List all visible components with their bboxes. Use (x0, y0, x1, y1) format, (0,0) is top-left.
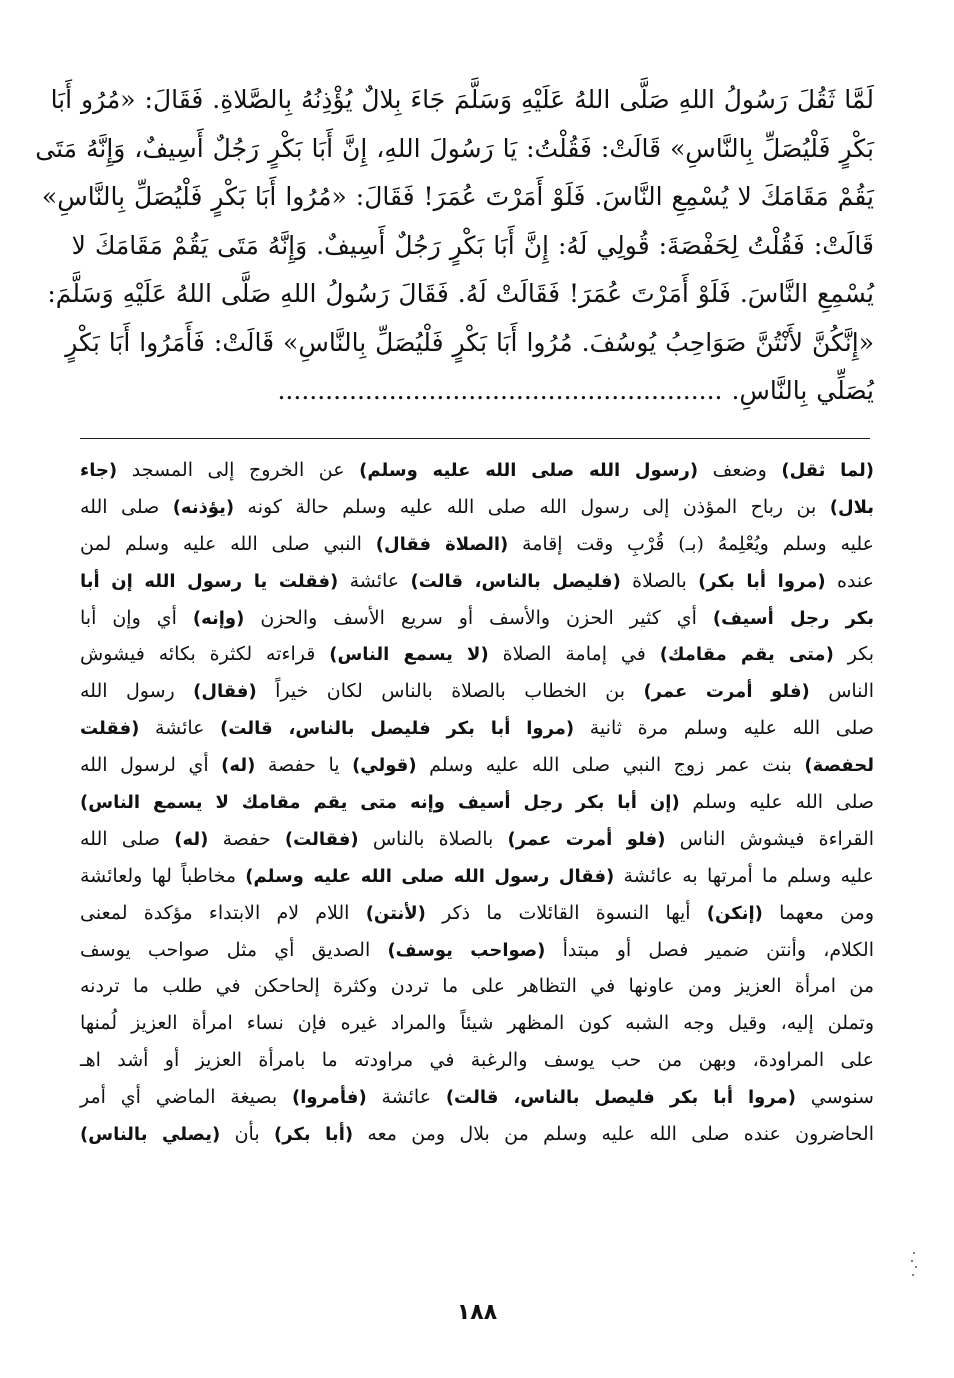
quoted-phrase: (إن أبا بكر رجل أسيف وإنه متى يقم مقامك لا يسمع الناس) (80, 792, 680, 814)
commentary-segment: من امرأة العزيز ومن عاونها في التظاهر على ما تردن وكثرة إلحاحكن في طلب ما تردنه (80, 975, 874, 998)
commentary-segment: بن الخطاب بالصلاة بالناس لكان خيراً (256, 680, 644, 703)
hadith-line: يُسْمِعِ النَّاسَ. فَلَوْ أَمَرْتَ عُمَرَ! فَقَالَتْ لَهُ. فَقَالَ رَسُولُ اللهِ صَلَّى اللهُ عَلَيْهِ وَسَلَّمَ: (47, 279, 874, 308)
commentary-segment: على المراودة، وبهن من حب يوسف والرغبة في مراودته ما بامرأة العزيز أو أشد اهـ (80, 1049, 874, 1072)
quoted-phrase: (يؤذنه) (172, 496, 235, 518)
commentary-segment: مخاطباً لها ولعائشة (80, 864, 246, 887)
quoted-phrase: (فلو أمرت عمر) (643, 681, 810, 703)
quoted-phrase: (لأنتن) (365, 902, 426, 924)
commentary-line (80, 526, 874, 563)
commentary-line (80, 673, 874, 710)
quoted-phrase: (له) (221, 755, 256, 777)
hadith-line: «إِنَّكُنَّ لأَنْتُنَّ صَوَاحِبُ يُوسُفَ. مُرُوا أَبَا بَكْرٍ فَلْيُصَلِّ بِالنَّاسِ» قَالَتْ: فَأَمَرُوا أَبَا بَكْرٍ (65, 327, 874, 357)
commentary-segment: ومن معهما (762, 901, 874, 924)
commentary-segment: الناس (809, 680, 874, 703)
hadith-line: يُصَلِّي بِالنَّاسِ. (731, 376, 874, 405)
commentary-segment: صلى الله عليه وسلم (679, 791, 874, 814)
quoted-phrase: (لما ثقل) (781, 460, 874, 481)
commentary-line (80, 1116, 874, 1153)
commentary-segment: بنت عمر زوج النبي صلى الله عليه وسلم (416, 754, 805, 777)
commentary-segment: الصديق أي مثل صواحب يوسف (80, 938, 388, 961)
page-number: ١٨٨ (456, 1300, 498, 1325)
commentary-line (80, 1042, 874, 1079)
commentary-line (80, 1005, 874, 1042)
commentary-segment: القراءة فيشوش الناس (665, 827, 874, 850)
hadith-line: يَقُمْ مَقَامَكَ لا يُسْمِعِ النَّاسَ. فَلَوْ أَمَرْتَ عُمَرَ! فَقَالَ: «مُرُوا أَبَا بَكْرٍ فَلْيُصَلِّ بِالنَّاسِ» (41, 182, 874, 211)
quoted-phrase: (مروا أبا بكر فليصل بالناس، قالت) (445, 1087, 796, 1109)
commentary-segment: صلى الله (80, 495, 173, 518)
quoted-phrase: (فقالت) (284, 828, 359, 850)
quoted-phrase: (وإنه) (192, 607, 245, 629)
ellipsis-dots: ........................................................ (277, 376, 723, 405)
commentary-line (80, 895, 874, 932)
quoted-phrase: لحفصة) (804, 755, 874, 777)
commentary-segment: أي كثير الحزن والأسف أو سريع الأسف والحزن (244, 606, 713, 629)
commentary-segment: قراءته لكثرة بكائه فيشوش (80, 643, 330, 666)
commentary-segment: وتملن إليه، وقيل وجه الشبه كون المظهر شيئاً والمراد غيره فإن نساء امرأة العزيز لُمنها (80, 1012, 874, 1035)
commentary-segment: اللام لام الابتداء مؤكدة لمعنى (80, 901, 366, 924)
quoted-phrase: (إنكن) (706, 902, 763, 924)
commentary-segment: عائشة (338, 569, 411, 592)
commentary-segment: وضعف (698, 459, 782, 481)
commentary-line (80, 968, 874, 1005)
commentary-segment: حفصة (208, 827, 285, 850)
quoted-phrase: (يصلي بالناس) (80, 1124, 221, 1146)
hadith-line: قَالَتْ: فَقُلْتُ لِحَفْصَةَ: قُولِي لَهُ: إِنَّ أَبَا بَكْرٍ رَجُلٌ أَسِيفٌ. وَإِنَّهُ مَتَى يَقُمْ مَقَامَكَ لا (71, 230, 874, 260)
commentary-line (80, 821, 874, 858)
commentary-segment: بالصلاة (620, 569, 699, 592)
commentary-line (80, 858, 874, 895)
hadith-last-line (80, 367, 874, 416)
commentary-segment: عليه وسلم ما أمرتها به عائشة (614, 864, 874, 887)
commentary-segment: أي لرسول الله (80, 754, 222, 777)
quoted-phrase: بلال) (829, 496, 874, 518)
quoted-phrase: (فأمروا) (291, 1087, 367, 1109)
commentary-segment: أيها النسوة القائلات ما ذكر (425, 901, 707, 924)
commentary-line (80, 710, 874, 747)
quoted-phrase: (قولي) (352, 755, 417, 777)
quoted-phrase: (الصلاة فقال) (375, 533, 509, 555)
commentary-segment: صلى الله عليه وسلم مرة ثانية (574, 717, 874, 740)
quoted-phrase: (مروا أبا بكر) (698, 570, 826, 592)
commentary-segment: النبي صلى الله عليه وسلم لمن (80, 532, 376, 555)
quoted-phrase: (جاء (80, 460, 118, 481)
commentary-segment: أي وإن أبا (80, 606, 193, 629)
commentary-segment: عنده (825, 569, 874, 592)
quoted-phrase: (له) (174, 828, 209, 850)
commentary-line (80, 636, 874, 673)
commentary-line (80, 1079, 874, 1116)
hadith-line: لَمَّا ثَقُلَ رَسُولُ اللهِ صَلَّى اللهُ عَلَيْهِ وَسَلَّمَ جَاءَ بِلالٌ يُؤْذِنُهُ بِالصَّلاةِ. فَقَالَ: «مُرُو أَبَا (50, 85, 874, 114)
quoted-phrase: (متى يقم مقامك) (659, 644, 834, 666)
hadith-line: بَكْرٍ فَلْيُصَلِّ بِالنَّاسِ» قَالَتْ: فَقُلْتُ: يَا رَسُولَ اللهِ، إِنَّ أَبَا بَكْرٍ رَجُلٌ أَسِيفٌ، وَإِنَّهُ مَتَى (35, 133, 874, 163)
commentary-segment: رسول الله (80, 680, 194, 703)
commentary-segment: عليه وسلم ويُعْلِمهُ (بـ) قُرْبِ وقت إقامة (508, 532, 874, 555)
commentary-segment: الكلام، وأنتن ضمير فصل أو مبتدأ (545, 938, 875, 961)
quoted-phrase: بكر رجل أسيف) (712, 607, 874, 629)
commentary-segment: في إمامة الصلاة (488, 643, 660, 666)
quoted-phrase: (صواحب يوسف) (387, 939, 546, 961)
commentary-line (80, 784, 874, 821)
quoted-phrase: (فقلت (80, 718, 140, 740)
quoted-phrase: (فقلت يا رسول الله إن أبا (80, 570, 339, 592)
commentary-line (80, 600, 874, 637)
commentary-line (80, 489, 874, 526)
commentary-text (80, 452, 874, 1153)
commentary-segment: بصيغة الماضي أي أمر (80, 1086, 292, 1109)
hadith-text (35, 76, 874, 416)
quoted-phrase: (لا يسمع الناس) (329, 644, 489, 666)
quoted-phrase: (مروا أبا بكر فليصل بالناس، قالت) (220, 718, 575, 740)
footnote-divider (80, 438, 870, 439)
commentary-segment: سنوسي (795, 1086, 874, 1109)
commentary-segment: يا حفصة (255, 754, 353, 777)
commentary-line (80, 932, 874, 969)
quoted-phrase: (فقال) (193, 681, 257, 703)
commentary-line (80, 747, 874, 784)
commentary-line (80, 563, 874, 600)
commentary-segment: صلى الله (80, 827, 175, 850)
commentary-segment: الحاضرون عنده صلى الله عليه وسلم من بلال ومن معه (353, 1123, 874, 1146)
quoted-phrase: (فلو أمرت عمر) (507, 828, 666, 850)
commentary-segment: بن رباح المؤذن إلى رسول الله صلى الله عليه وسلم حالة كونه (234, 495, 830, 518)
quoted-phrase: (فليصل بالناس، قالت) (410, 570, 621, 592)
quoted-phrase: (فقال رسول الله صلى الله عليه وسلم) (245, 865, 615, 887)
commentary-segment: بأن (220, 1123, 274, 1146)
commentary-segment: عائشة (139, 717, 221, 740)
commentary-segment: بالصلاة بالناس (358, 827, 508, 850)
commentary-segment: عن الخروج إلى المسجد (117, 459, 360, 481)
commentary-segment: عائشة (366, 1086, 446, 1109)
scan-specks (909, 1250, 919, 1280)
quoted-phrase: (رسول الله صلى الله عليه وسلم) (359, 460, 699, 481)
commentary-segment: بكر (833, 643, 874, 666)
quoted-phrase: (أبا بكر) (273, 1124, 354, 1146)
commentary-line (80, 452, 874, 489)
